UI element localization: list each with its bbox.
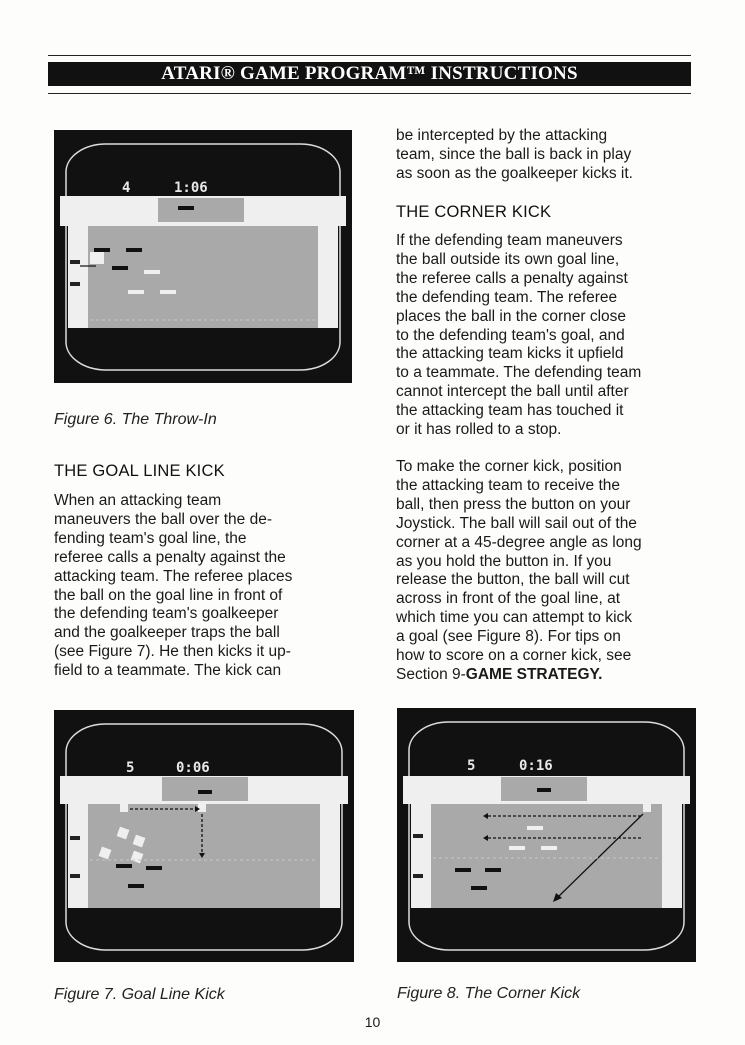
fig8-clock: 0:16 <box>519 758 553 774</box>
figure-7-goal-line-kick <box>54 710 354 962</box>
text-line: to the defending team's goal, and <box>396 326 625 344</box>
text-line: field to a teammate. The kick can <box>54 662 282 680</box>
text-line: maneuvers the ball over the de- <box>54 510 272 528</box>
text-line: fending team's goal line, the <box>54 529 247 547</box>
goal-line-kick-heading: THE GOAL LINE KICK <box>54 462 225 480</box>
figure-6-throw-in <box>54 130 352 383</box>
fig7-clock: 0:06 <box>176 760 210 776</box>
text-line: as soon as the goalkeeper kicks it. <box>396 164 633 182</box>
figure-8-corner-kick <box>397 708 696 962</box>
text-line: team, since the ball is back in play <box>396 145 632 163</box>
text-line: the defending team's goalkeeper <box>54 605 279 623</box>
game-strategy-reference: GAME STRATEGY. <box>465 665 603 683</box>
goal-line-kick-paragraph <box>54 492 292 681</box>
figure-7-caption: Figure 7. Goal Line Kick <box>54 986 225 1003</box>
figure-8-caption: Figure 8. The Corner Kick <box>397 985 581 1002</box>
text-line: the ball outside its own goal line, <box>396 250 620 268</box>
text-line: how to score on a corner kick, see <box>396 647 632 665</box>
page-number: 10 <box>364 1014 381 1030</box>
text-line: a goal (see Figure 8). For tips on <box>396 628 621 646</box>
text-line: the attacking team kicks it upfield <box>396 345 624 363</box>
text-line: When an attacking team <box>54 492 222 509</box>
text-line: Joystick. The ball will sail out of the <box>396 514 637 532</box>
fig7-score: 5 <box>126 760 135 776</box>
page-header-banner: ATARI® GAME PROGRAM™ INSTRUCTIONS <box>48 62 691 86</box>
section-reference-prefix: Section 9- <box>396 665 466 683</box>
text-line: attacking team. The referee places <box>54 567 293 585</box>
text-line: places the ball in the corner close <box>396 307 627 325</box>
text-line: (see Figure 7). He then kicks it up- <box>54 643 291 661</box>
text-line: ball, then press the button on your <box>396 495 631 513</box>
text-line: across in front of the goal line, at <box>396 590 621 608</box>
text-line-last <box>396 666 642 685</box>
corner-kick-paragraph-2 <box>396 458 642 685</box>
text-line: To make the corner kick, position <box>396 458 622 475</box>
text-line: the attacking team has touched it <box>396 402 624 420</box>
text-line: the attacking team to receive the <box>396 476 621 494</box>
fig6-score: 4 <box>122 180 131 196</box>
text-line: If the defending team maneuvers <box>396 232 623 249</box>
header-top-rule <box>48 55 691 56</box>
text-line: or it has rolled to a stop. <box>396 421 562 439</box>
text-line: release the button, the ball will cut <box>396 571 630 589</box>
continued-paragraph <box>396 127 633 184</box>
text-line: the referee calls a penalty against <box>396 269 628 287</box>
fig8-score: 5 <box>467 758 476 774</box>
text-line: the defending team. The referee <box>396 288 618 306</box>
fig6-clock: 1:06 <box>174 180 208 196</box>
header-bottom-rule <box>48 93 691 94</box>
text-line: which time you can attempt to kick <box>396 609 633 627</box>
text-line: cannot intercept the ball until after <box>396 383 629 401</box>
text-line: corner at a 45-degree angle as long <box>396 533 642 551</box>
text-line: be intercepted by the attacking <box>396 127 608 144</box>
corner-kick-paragraph-1 <box>396 232 641 440</box>
figure-6-caption: Figure 6. The Throw-In <box>54 411 217 428</box>
text-line: as you hold the button in. If you <box>396 552 612 570</box>
text-line: to a teammate. The defending team <box>396 364 642 382</box>
text-line: referee calls a penalty against the <box>54 548 286 566</box>
corner-kick-heading: THE CORNER KICK <box>396 203 552 221</box>
text-line: and the goalkeeper traps the ball <box>54 624 280 642</box>
text-line: the ball on the goal line in front of <box>54 586 283 604</box>
